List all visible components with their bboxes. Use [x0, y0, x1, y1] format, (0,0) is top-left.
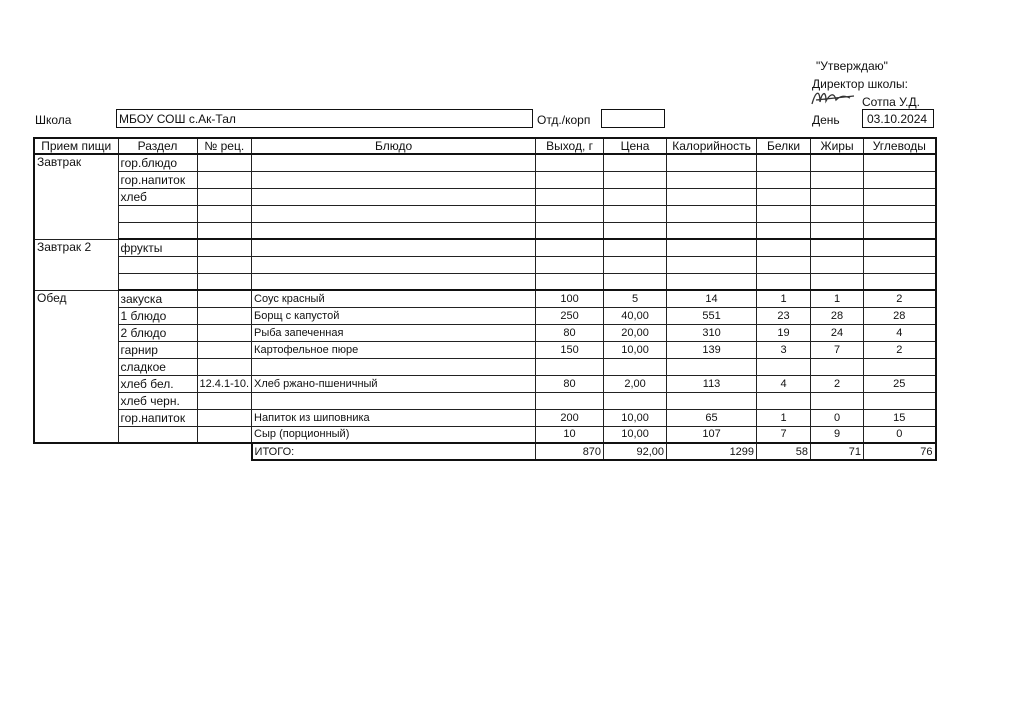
- cell-carbs: [864, 392, 936, 409]
- cell-dish: Картофельное пюре: [252, 341, 536, 358]
- cell-dish: Хлеб ржано-пшеничный: [252, 375, 536, 392]
- cell-recipe: [197, 171, 252, 188]
- cell-recipe: [197, 307, 252, 324]
- column-header: Блюдо: [252, 138, 536, 154]
- total-carbs: 76: [864, 443, 936, 460]
- cell-carbs: 28: [864, 307, 936, 324]
- cell-fat: 0: [811, 409, 864, 426]
- cell-dish: [252, 256, 536, 273]
- cell-recipe: [197, 341, 252, 358]
- table-row: [34, 392, 936, 409]
- cell-price: 5: [604, 290, 667, 307]
- cell-output: [536, 188, 604, 205]
- dept-field: [601, 109, 665, 128]
- column-header: Раздел: [118, 138, 197, 154]
- cell-protein: [757, 205, 811, 222]
- total-calories: 1299: [667, 443, 757, 460]
- cell-fat: 28: [811, 307, 864, 324]
- cell-protein: 7: [757, 426, 811, 443]
- cell-price: 10,00: [604, 341, 667, 358]
- cell-recipe: [197, 222, 252, 239]
- cell-protein: [757, 273, 811, 290]
- cell-output: [536, 171, 604, 188]
- cell-section: 1 блюдо: [118, 307, 197, 324]
- total-protein: 58: [757, 443, 811, 460]
- cell-price: 10,00: [604, 409, 667, 426]
- cell-calories: [667, 154, 757, 171]
- cell-section: гор.напиток: [118, 171, 197, 188]
- table-row: [34, 307, 936, 324]
- cell-dish: [252, 205, 536, 222]
- total-price: 92,00: [604, 443, 667, 460]
- column-header: № рец.: [197, 138, 252, 154]
- cell-calories: 113: [667, 375, 757, 392]
- cell-fat: 7: [811, 341, 864, 358]
- cell-carbs: 2: [864, 341, 936, 358]
- school-label: Школа: [35, 113, 72, 127]
- cell-calories: [667, 222, 757, 239]
- cell-carbs: [864, 273, 936, 290]
- table-row: [34, 222, 936, 239]
- column-header: Цена: [604, 138, 667, 154]
- dept-label: Отд./корп: [537, 113, 591, 127]
- table-row: [34, 171, 936, 188]
- cell-price: 20,00: [604, 324, 667, 341]
- cell-price: [604, 239, 667, 256]
- table-row: [34, 256, 936, 273]
- cell-dish: [252, 239, 536, 256]
- cell-fat: [811, 154, 864, 171]
- blank-cell: [118, 443, 197, 460]
- cell-protein: 4: [757, 375, 811, 392]
- cell-fat: 24: [811, 324, 864, 341]
- cell-carbs: [864, 205, 936, 222]
- cell-output: [536, 239, 604, 256]
- table-row: [34, 358, 936, 375]
- cell-recipe: [197, 273, 252, 290]
- cell-recipe: [197, 392, 252, 409]
- cell-section: 2 блюдо: [118, 324, 197, 341]
- table-row: [34, 324, 936, 341]
- cell-price: [604, 188, 667, 205]
- cell-protein: 1: [757, 290, 811, 307]
- cell-fat: [811, 392, 864, 409]
- cell-dish: Рыба запеченная: [252, 324, 536, 341]
- day-field: [862, 109, 934, 128]
- cell-protein: 1: [757, 409, 811, 426]
- cell-output: [536, 273, 604, 290]
- cell-section: [118, 222, 197, 239]
- menu-table: [33, 137, 937, 461]
- cell-protein: 19: [757, 324, 811, 341]
- table-row: [34, 188, 936, 205]
- cell-dish: Соус красный: [252, 290, 536, 307]
- cell-recipe: [197, 188, 252, 205]
- cell-section: хлеб: [118, 188, 197, 205]
- cell-output: 250: [536, 307, 604, 324]
- cell-section: закуска: [118, 290, 197, 307]
- table-row: [34, 154, 936, 171]
- cell-calories: [667, 392, 757, 409]
- cell-protein: [757, 239, 811, 256]
- cell-carbs: [864, 188, 936, 205]
- table-row: [34, 409, 936, 426]
- cell-output: [536, 358, 604, 375]
- column-header: Жиры: [811, 138, 864, 154]
- cell-protein: [757, 188, 811, 205]
- column-header: Белки: [757, 138, 811, 154]
- cell-price: [604, 171, 667, 188]
- cell-section: [118, 273, 197, 290]
- cell-calories: 14: [667, 290, 757, 307]
- cell-protein: [757, 171, 811, 188]
- cell-section: [118, 256, 197, 273]
- cell-carbs: [864, 171, 936, 188]
- cell-output: [536, 205, 604, 222]
- cell-protein: 23: [757, 307, 811, 324]
- total-row: [34, 443, 936, 460]
- cell-calories: [667, 256, 757, 273]
- cell-output: [536, 222, 604, 239]
- approval-label: "Утверждаю": [816, 59, 888, 73]
- table-row: [34, 239, 936, 256]
- table-row: [34, 290, 936, 307]
- cell-recipe: [197, 426, 252, 443]
- cell-fat: [811, 171, 864, 188]
- blank-cell: [34, 443, 118, 460]
- cell-section: гор.блюдо: [118, 154, 197, 171]
- cell-output: 80: [536, 324, 604, 341]
- cell-dish: Напиток из шиповника: [252, 409, 536, 426]
- header-row: [34, 138, 936, 154]
- director-label: Директор школы:: [812, 77, 908, 91]
- cell-carbs: 2: [864, 290, 936, 307]
- cell-carbs: [864, 358, 936, 375]
- cell-output: [536, 154, 604, 171]
- cell-recipe: [197, 205, 252, 222]
- cell-price: [604, 205, 667, 222]
- cell-price: [604, 154, 667, 171]
- cell-protein: 3: [757, 341, 811, 358]
- cell-section: хлеб черн.: [118, 392, 197, 409]
- cell-output: 100: [536, 290, 604, 307]
- cell-price: 2,00: [604, 375, 667, 392]
- cell-calories: [667, 239, 757, 256]
- cell-output: 150: [536, 341, 604, 358]
- cell-section: гарнир: [118, 341, 197, 358]
- cell-section: хлеб бел.: [118, 375, 197, 392]
- cell-dish: [252, 358, 536, 375]
- cell-protein: [757, 256, 811, 273]
- cell-dish: Сыр (порционный): [252, 426, 536, 443]
- cell-section: гор.напиток: [118, 409, 197, 426]
- table-row: [34, 273, 936, 290]
- cell-dish: [252, 222, 536, 239]
- cell-protein: [757, 222, 811, 239]
- cell-calories: 310: [667, 324, 757, 341]
- cell-section: сладкое: [118, 358, 197, 375]
- cell-price: 10,00: [604, 426, 667, 443]
- cell-protein: [757, 154, 811, 171]
- cell-carbs: 25: [864, 375, 936, 392]
- table-row: [34, 375, 936, 392]
- total-fat: 71: [811, 443, 864, 460]
- table-row: [34, 341, 936, 358]
- cell-carbs: [864, 256, 936, 273]
- cell-fat: [811, 222, 864, 239]
- total-label: ИТОГО:: [252, 443, 536, 460]
- cell-section: фрукты: [118, 239, 197, 256]
- signature-icon: [810, 86, 860, 110]
- blank-cell: [197, 443, 252, 460]
- cell-dish: [252, 188, 536, 205]
- cell-price: [604, 358, 667, 375]
- cell-section: [118, 205, 197, 222]
- cell-dish: [252, 392, 536, 409]
- cell-carbs: [864, 222, 936, 239]
- cell-carbs: 15: [864, 409, 936, 426]
- cell-calories: [667, 273, 757, 290]
- cell-fat: 9: [811, 426, 864, 443]
- day-label: День: [812, 113, 840, 127]
- cell-calories: 65: [667, 409, 757, 426]
- meal-cell: Завтрак: [34, 154, 118, 239]
- cell-calories: 139: [667, 341, 757, 358]
- cell-dish: [252, 171, 536, 188]
- cell-fat: [811, 188, 864, 205]
- column-header: Прием пищи: [34, 138, 118, 154]
- cell-dish: [252, 154, 536, 171]
- day-value: 03.10.2024: [867, 112, 928, 126]
- cell-carbs: 0: [864, 426, 936, 443]
- cell-recipe: [197, 256, 252, 273]
- cell-price: [604, 222, 667, 239]
- meal-cell: Обед: [34, 290, 118, 443]
- cell-recipe: [197, 358, 252, 375]
- cell-calories: [667, 188, 757, 205]
- cell-recipe: [197, 324, 252, 341]
- cell-output: 80: [536, 375, 604, 392]
- cell-fat: [811, 256, 864, 273]
- table-row: [34, 205, 936, 222]
- cell-calories: [667, 205, 757, 222]
- cell-calories: 551: [667, 307, 757, 324]
- cell-recipe: [197, 290, 252, 307]
- cell-fat: [811, 358, 864, 375]
- cell-recipe: [197, 409, 252, 426]
- table-row: [34, 426, 936, 443]
- director-name: Сотпа У.Д.: [862, 95, 920, 109]
- cell-fat: 1: [811, 290, 864, 307]
- cell-output: [536, 256, 604, 273]
- column-header: Калорийность: [667, 138, 757, 154]
- cell-fat: [811, 239, 864, 256]
- cell-dish: Борщ с капустой: [252, 307, 536, 324]
- cell-fat: 2: [811, 375, 864, 392]
- cell-carbs: 4: [864, 324, 936, 341]
- cell-calories: 107: [667, 426, 757, 443]
- cell-protein: [757, 392, 811, 409]
- cell-fat: [811, 205, 864, 222]
- cell-section: [118, 426, 197, 443]
- cell-price: [604, 273, 667, 290]
- cell-recipe: 12.4.1-10.: [197, 375, 252, 392]
- cell-output: 200: [536, 409, 604, 426]
- cell-price: 40,00: [604, 307, 667, 324]
- cell-calories: [667, 171, 757, 188]
- cell-carbs: [864, 154, 936, 171]
- cell-dish: [252, 273, 536, 290]
- cell-carbs: [864, 239, 936, 256]
- cell-recipe: [197, 154, 252, 171]
- meal-cell: Завтрак 2: [34, 239, 118, 290]
- cell-price: [604, 256, 667, 273]
- school-field: [116, 109, 533, 128]
- column-header: Выход, г: [536, 138, 604, 154]
- cell-protein: [757, 358, 811, 375]
- cell-recipe: [197, 239, 252, 256]
- column-header: Углеводы: [864, 138, 936, 154]
- cell-fat: [811, 273, 864, 290]
- cell-calories: [667, 358, 757, 375]
- total-output: 870: [536, 443, 604, 460]
- cell-output: [536, 392, 604, 409]
- cell-price: [604, 392, 667, 409]
- school-value: МБОУ СОШ с.Ак-Тал: [119, 112, 236, 126]
- cell-output: 10: [536, 426, 604, 443]
